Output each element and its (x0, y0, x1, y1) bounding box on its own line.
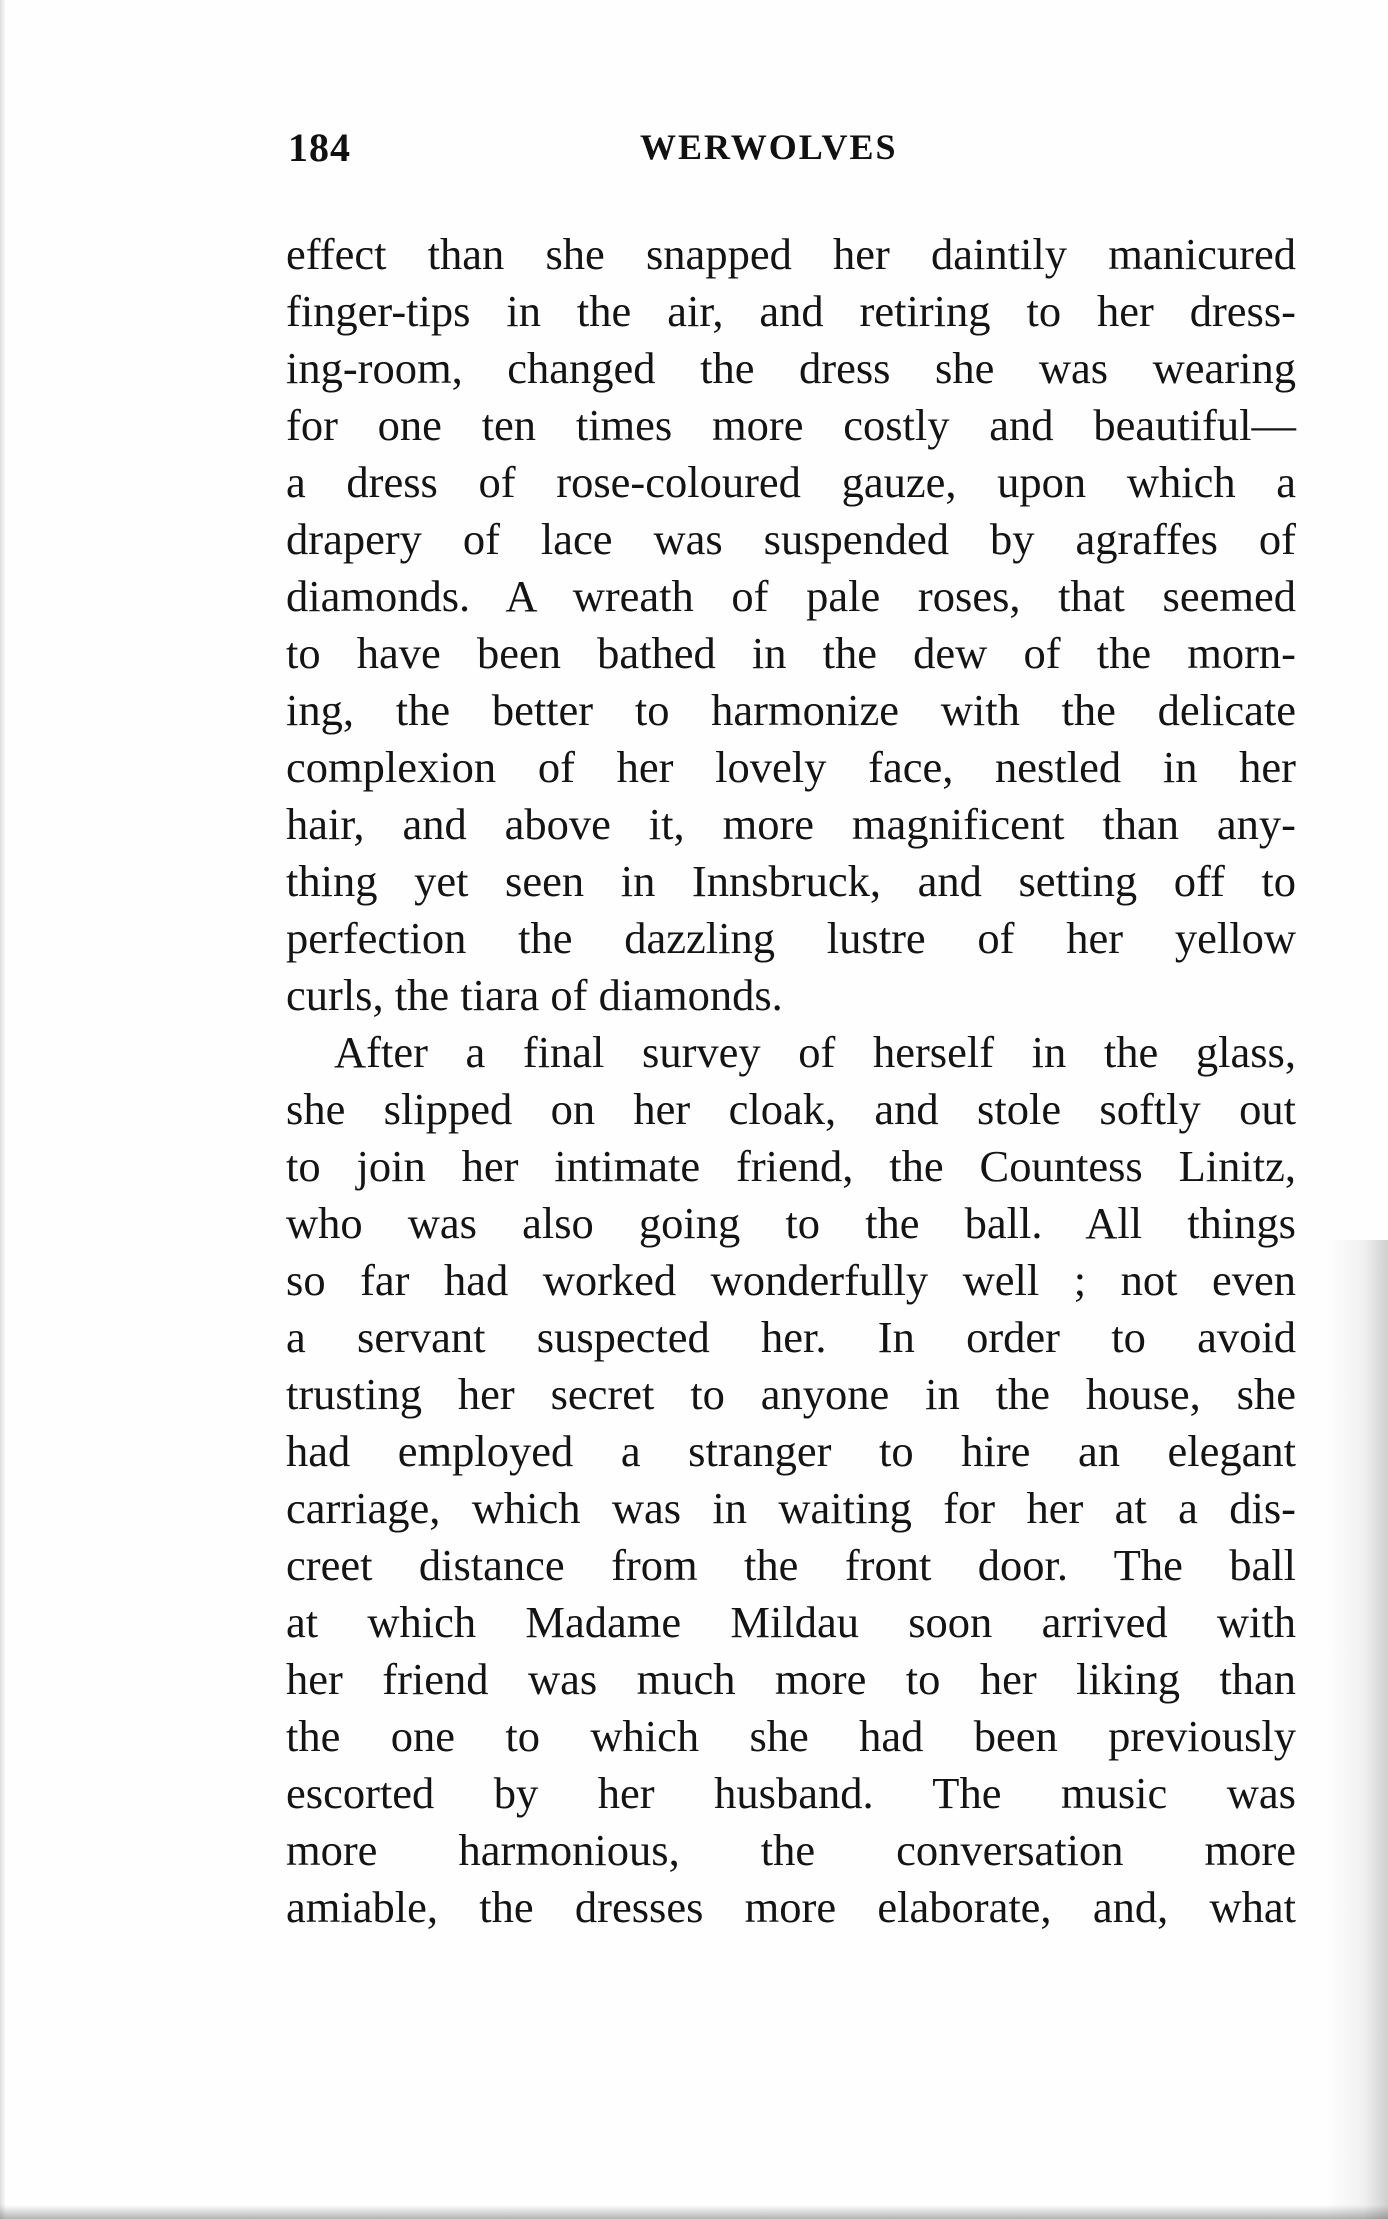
page-right-edge-shadow (1328, 1240, 1388, 2219)
text-line: finger-tips in the air, and retiring to her dress- (286, 286, 1296, 336)
text-line: she slipped on her cloak, and stole softly out (286, 1084, 1296, 1134)
paragraph-start-line: After a final survey of herself in the glass, (334, 1027, 1296, 1077)
text-line: perfection the dazzling lustre of her yellow (286, 913, 1296, 963)
text-line: who was also going to the ball. All things (286, 1198, 1296, 1248)
text-line: for one ten times more costly and beautiful— (286, 400, 1296, 450)
text-line: to have been bathed in the dew of the morn- (286, 628, 1296, 678)
text-line: a servant suspected her. In order to avoid (286, 1312, 1296, 1362)
text-line: amiable, the dresses more elaborate, and, what (286, 1882, 1296, 1932)
text-line: to join her intimate friend, the Countess Linitz, (286, 1141, 1296, 1191)
text-line: more harmonious, the conversation more (286, 1825, 1296, 1875)
text-line: the one to which she had been previously (286, 1711, 1296, 1761)
paragraph-end-line: curls, the tiara of diamonds. (286, 970, 783, 1020)
text-line: escorted by her husband. The music was (286, 1768, 1296, 1818)
running-head (288, 124, 1298, 184)
text-line: ing-room, changed the dress she was wearing (286, 343, 1296, 393)
text-line: her friend was much more to her liking than (286, 1654, 1296, 1704)
text-line: trusting her secret to anyone in the house, she (286, 1369, 1296, 1419)
body-text (286, 226, 1296, 1936)
text-line: so far had worked wonderfully well ; not even (286, 1255, 1296, 1305)
running-title: WERWOLVES (640, 127, 898, 167)
text-line: diamonds. A wreath of pale roses, that seemed (286, 571, 1296, 621)
text-line: drapery of lace was suspended by agraffes of (286, 514, 1296, 564)
text-line: complexion of her lovely face, nestled in her (286, 742, 1296, 792)
text-line: had employed a stranger to hire an elegant (286, 1426, 1296, 1476)
text-line: creet distance from the front door. The ball (286, 1540, 1296, 1590)
text-line: thing yet seen in Innsbruck, and setting off to (286, 856, 1296, 906)
text-line: carriage, which was in waiting for her at a dis- (286, 1483, 1296, 1533)
text-line: a dress of rose-coloured gauze, upon which a (286, 457, 1296, 507)
text-line: hair, and above it, more magnificent than any- (286, 799, 1296, 849)
text-line: at which Madame Mildau soon arrived with (286, 1597, 1296, 1647)
page-number: 184 (288, 125, 351, 170)
page-left-edge-shadow (0, 0, 6, 2219)
text-line: ing, the better to harmonize with the delicate (286, 685, 1296, 735)
text-line: effect than she snapped her daintily manicured (286, 229, 1296, 279)
page-bottom-edge-shadow (0, 2205, 1388, 2219)
